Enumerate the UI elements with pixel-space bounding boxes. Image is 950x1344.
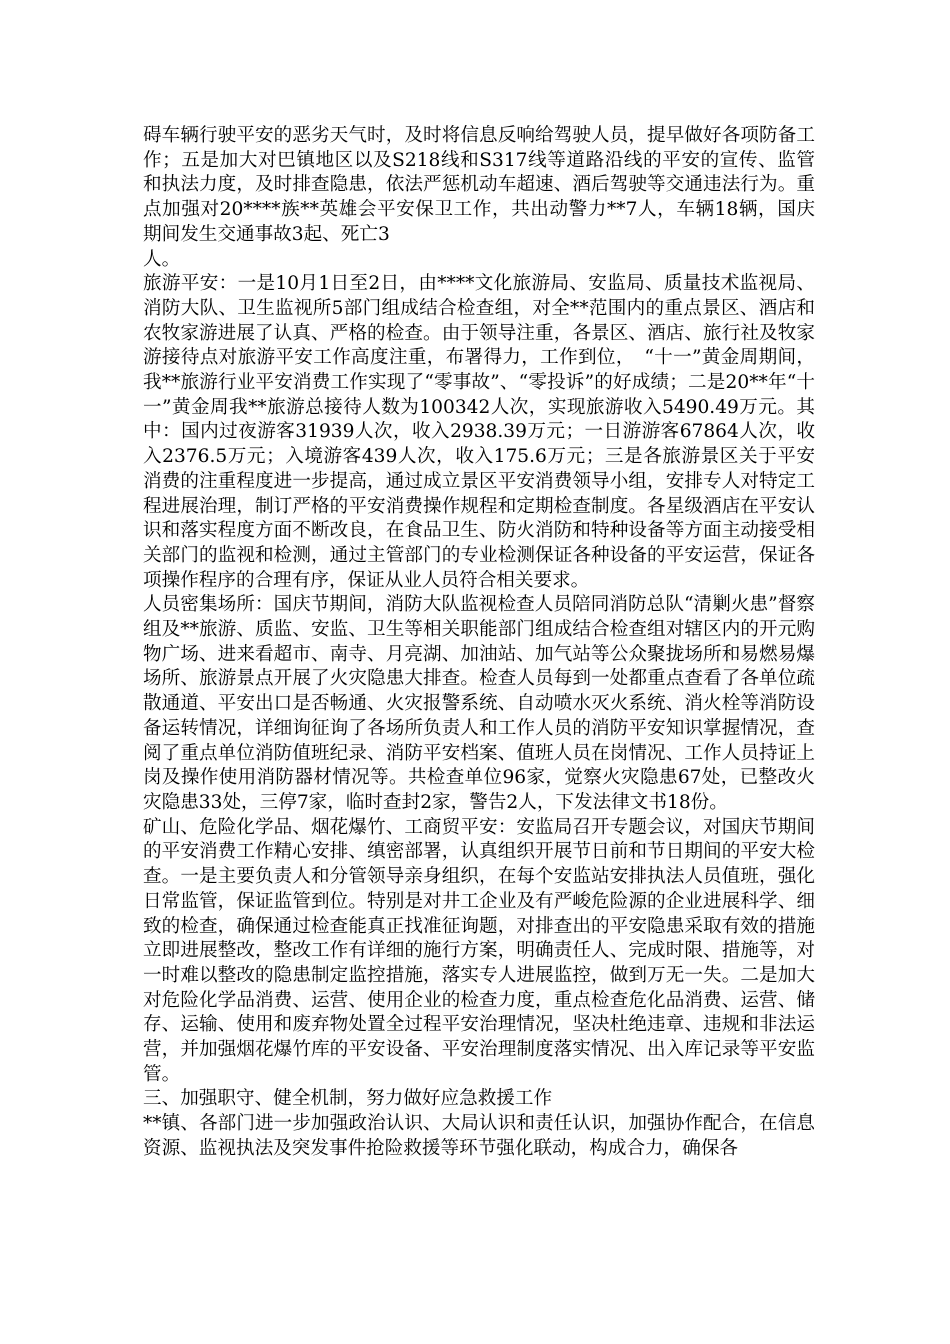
paragraph-crowded-places: 人员密集场所：国庆节期间，消防大队监视检查人员陪同消防总队“清剿火患”督察组及**旅游、质监、安监、卫生等相关职能部门组成结合检查组对辖区内的开元购物广场、进来看超市、南寺、月亮湖、加油站、加气站等公众聚拢场所和易燃易爆场所、旅游景点开展了火灾隐患大排查。检查人员每到一处都重点查看了各单位疏散通道、平安出口是否畅通、火灾报警系统、自动喷水灭火系统、消火栓等消防设备运转情况，详细询征询了各场所负责人和工作人员的消防平安知识掌握情况，查阅了重点单位消防值班纪录、消防平安档案、值班人员在岗情况、工作人员持证上岗及操作使用消防器材情况等。共检查单位96家，觉察火灾隐患67处，已整改火灾隐患33处，三停7家，临时查封2家，警告2人，下发法律文书18份。	[143, 594, 815, 813]
paragraph-mines-chemicals: 矿山、危险化学品、烟花爆竹、工商贸平安：安监局召开专题会议，对国庆节期间的平安消费工作精心安排、缜密部署，认真组织开展节日前和节日期间的平安大检查。一是主要负责人和分管领导亲身组织，在每个安监站安排执法人员值班，强化日常监管，保证监管到位。特别是对井工企业及有严峻危险源的企业进展科学、细致的检查，确保通过检查能真正找准征询题，对排查出的平安隐患采取有效的措施立即进展整改，整改工作有详细的施行方案，明确责任人、完成时限、措施等，对一时难以整改的隐患制定监控措施，落实专人进展监控，做到万无一失。二是加大对危险化学品消费、运营、使用企业的检查力度，重点检查危化品消费、运营、储存、运输、使用和废弃物处置全过程平安治理情况，坚决杜绝违章、违规和非法运营，并加强烟花爆竹库的平安设备、平安治理制度落实情况、出入库记录等平安监管。	[143, 816, 815, 1085]
paragraph-coordination: **镇、各部门进一步加强政治认识、大局认识和责任认识，加强协作配合，在信息资源、监视执法及突发事件抢险救援等环节强化联动，构成合力，确保各	[143, 1113, 815, 1159]
paragraph-traffic-safety-continued: 碍车辆行驶平安的恶劣天气时，及时将信息反响给驾驶人员，提早做好各项防备工作；五是加大对巴镇地区以及S218线和S317线等道路沿线的平安的宣传、监管和执法力度，及时排查隐患，依法严惩机动车超速、酒后驾驶等交通违法行为。重点加强对20****族**英雄会平安保卫工作，共出动警力**7人，车辆18辆，国庆期间发生交通事故3起、死亡3	[143, 125, 815, 245]
document-body	[143, 124, 815, 1162]
section-heading-emergency-rescue: 三、加强职守、健全机制，努力做好应急救援工作	[143, 1088, 553, 1110]
paragraph-tourism-safety: 旅游平安：一是10月1日至2日，由****文化旅游局、安监局、质量技术监视局、消防大队、卫生监视所5部门组成结合检查组，对全**范围内的重点景区、酒店和农牧家游进展了认真、严格的检查。由于领导注重，各景区、酒店、旅行社及牧家游接待点对旅游平安工作高度注重，布署得力，工作到位， “十一”黄金周期间，我**旅游行业平安消费工作实现了“零事故”、“零投诉”的好成绩；二是20**年“十一”黄金周我**旅游总接待人数为100342人次，实现旅游收入5490.49万元。其中：国内过夜游客31939人次，收入2938.39万元；一日游游客67864人次，收入2376.5万元；入境游客439人次，收入175.6万元；三是各旅游景区关于平安消费的注重程度进一步提高，通过成立景区平安消费领导小组，安排专人对特定工程进展治理，制订严格的平安消费操作规程和定期检查制度。各星级酒店在平安认识和落实程度方面不断改良，在食品卫生、防火消防和特种设备等方面主动接受相关部门的监视和检测，通过主管部门的专业检测保证各种设备的平安运营，保证各项操作程序的合理有序，保证从业人员符合相关要求。	[143, 273, 815, 591]
paragraph-traffic-safety-end: 人。	[143, 248, 181, 270]
